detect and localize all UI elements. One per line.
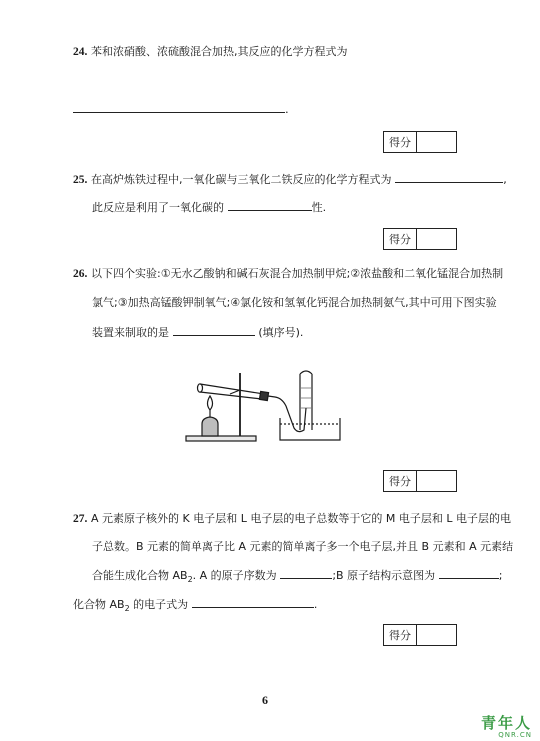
punct: , xyxy=(503,173,507,186)
answer-blank[interactable] xyxy=(280,566,332,579)
score-box-24 xyxy=(383,131,457,153)
question-number: 27. xyxy=(73,513,88,525)
question-text: 此反应是利用了一氧化碳的 xyxy=(92,201,224,214)
score-cell[interactable] xyxy=(417,625,456,645)
score-box-25 xyxy=(383,228,457,250)
alcohol-lamp xyxy=(202,417,218,436)
question-text: 氯气;③加热高锰酸钾制氧气;④氯化铵和氢氧化钙混合加热制氨气,其中可用下图实验 xyxy=(92,296,497,309)
question-text: 以下四个实验:①无水乙酸钠和碱石灰混合加热制甲烷;②浓盐酸和二氧化锰混合加热制 xyxy=(91,267,504,280)
score-label: 得分 xyxy=(384,471,417,491)
question-number: 24. xyxy=(73,46,88,58)
question-text: . A 的原子序数为 xyxy=(192,569,277,582)
question-27-line-2 xyxy=(92,538,513,555)
question-26-line-3 xyxy=(92,323,303,341)
question-text: ;B 原子结构示意图为 xyxy=(332,569,436,582)
question-25-line-2 xyxy=(92,198,326,216)
question-text: 的电子式为 xyxy=(129,598,189,611)
question-text: 化合物 AB xyxy=(73,598,125,611)
score-box-27 xyxy=(383,624,457,646)
punct: . xyxy=(313,598,318,611)
score-label: 得分 xyxy=(384,229,417,249)
score-cell[interactable] xyxy=(417,471,456,491)
question-text: 在高炉炼铁过程中,一氧化碳与三氧化二铁反应的化学方程式为 xyxy=(91,173,392,186)
answer-blank[interactable] xyxy=(228,198,312,211)
question-text: (填序号). xyxy=(258,326,304,339)
question-number: 25. xyxy=(73,174,88,186)
answer-blank[interactable] xyxy=(439,566,499,579)
page-number: 6 xyxy=(262,693,268,707)
score-box-26 xyxy=(383,470,457,492)
question-24 xyxy=(73,43,348,60)
tube-graduations xyxy=(301,388,311,408)
score-cell[interactable] xyxy=(417,132,456,152)
answer-line-24 xyxy=(73,100,289,117)
stand-base xyxy=(186,436,256,441)
watermark-text: 青年人 xyxy=(480,714,532,732)
question-text: 子总数。B 元素的简单离子比 A 元素的简单离子多一个电子层,并且 B 元素和 A 元素结 xyxy=(92,540,514,553)
flame xyxy=(208,396,213,410)
question-26-line-2 xyxy=(92,294,497,311)
subscript: 2 xyxy=(124,604,130,613)
answer-blank[interactable] xyxy=(395,170,503,183)
answer-blank[interactable] xyxy=(173,323,255,336)
punct: ; xyxy=(498,569,503,582)
question-text: A 元素原子核外的 K 电子层和 L 电子层的电子总数等于它的 M 电子层和 L 电子层的电 xyxy=(91,512,511,525)
question-26-line-1 xyxy=(73,265,503,282)
watermark-url: QNR.CN xyxy=(498,731,532,739)
question-text: 合能生成化合物 AB xyxy=(92,569,188,582)
score-label: 得分 xyxy=(384,625,417,645)
water-trough xyxy=(280,418,340,440)
question-27-line-1 xyxy=(73,510,511,527)
watermark-logo xyxy=(481,712,532,739)
test-tube-bottom xyxy=(198,384,203,392)
end-punct: . xyxy=(285,102,289,116)
subscript: 2 xyxy=(187,575,193,584)
question-25-line-1 xyxy=(73,170,507,188)
question-text: 性. xyxy=(311,201,327,214)
stopper xyxy=(259,391,268,400)
answer-blank[interactable] xyxy=(73,100,285,113)
question-27-line-3 xyxy=(92,566,502,588)
question-text: 苯和浓硝酸、浓硫酸混合加热,其反应的化学方程式为 xyxy=(91,45,348,58)
question-text: 装置来制取的是 xyxy=(92,326,169,339)
answer-blank[interactable] xyxy=(192,595,314,608)
score-cell[interactable] xyxy=(417,229,456,249)
question-27-line-4 xyxy=(73,595,317,617)
apparatus-diagram xyxy=(180,368,350,446)
score-label: 得分 xyxy=(384,132,417,152)
question-number: 26. xyxy=(73,268,88,280)
collecting-tube xyxy=(300,371,312,430)
